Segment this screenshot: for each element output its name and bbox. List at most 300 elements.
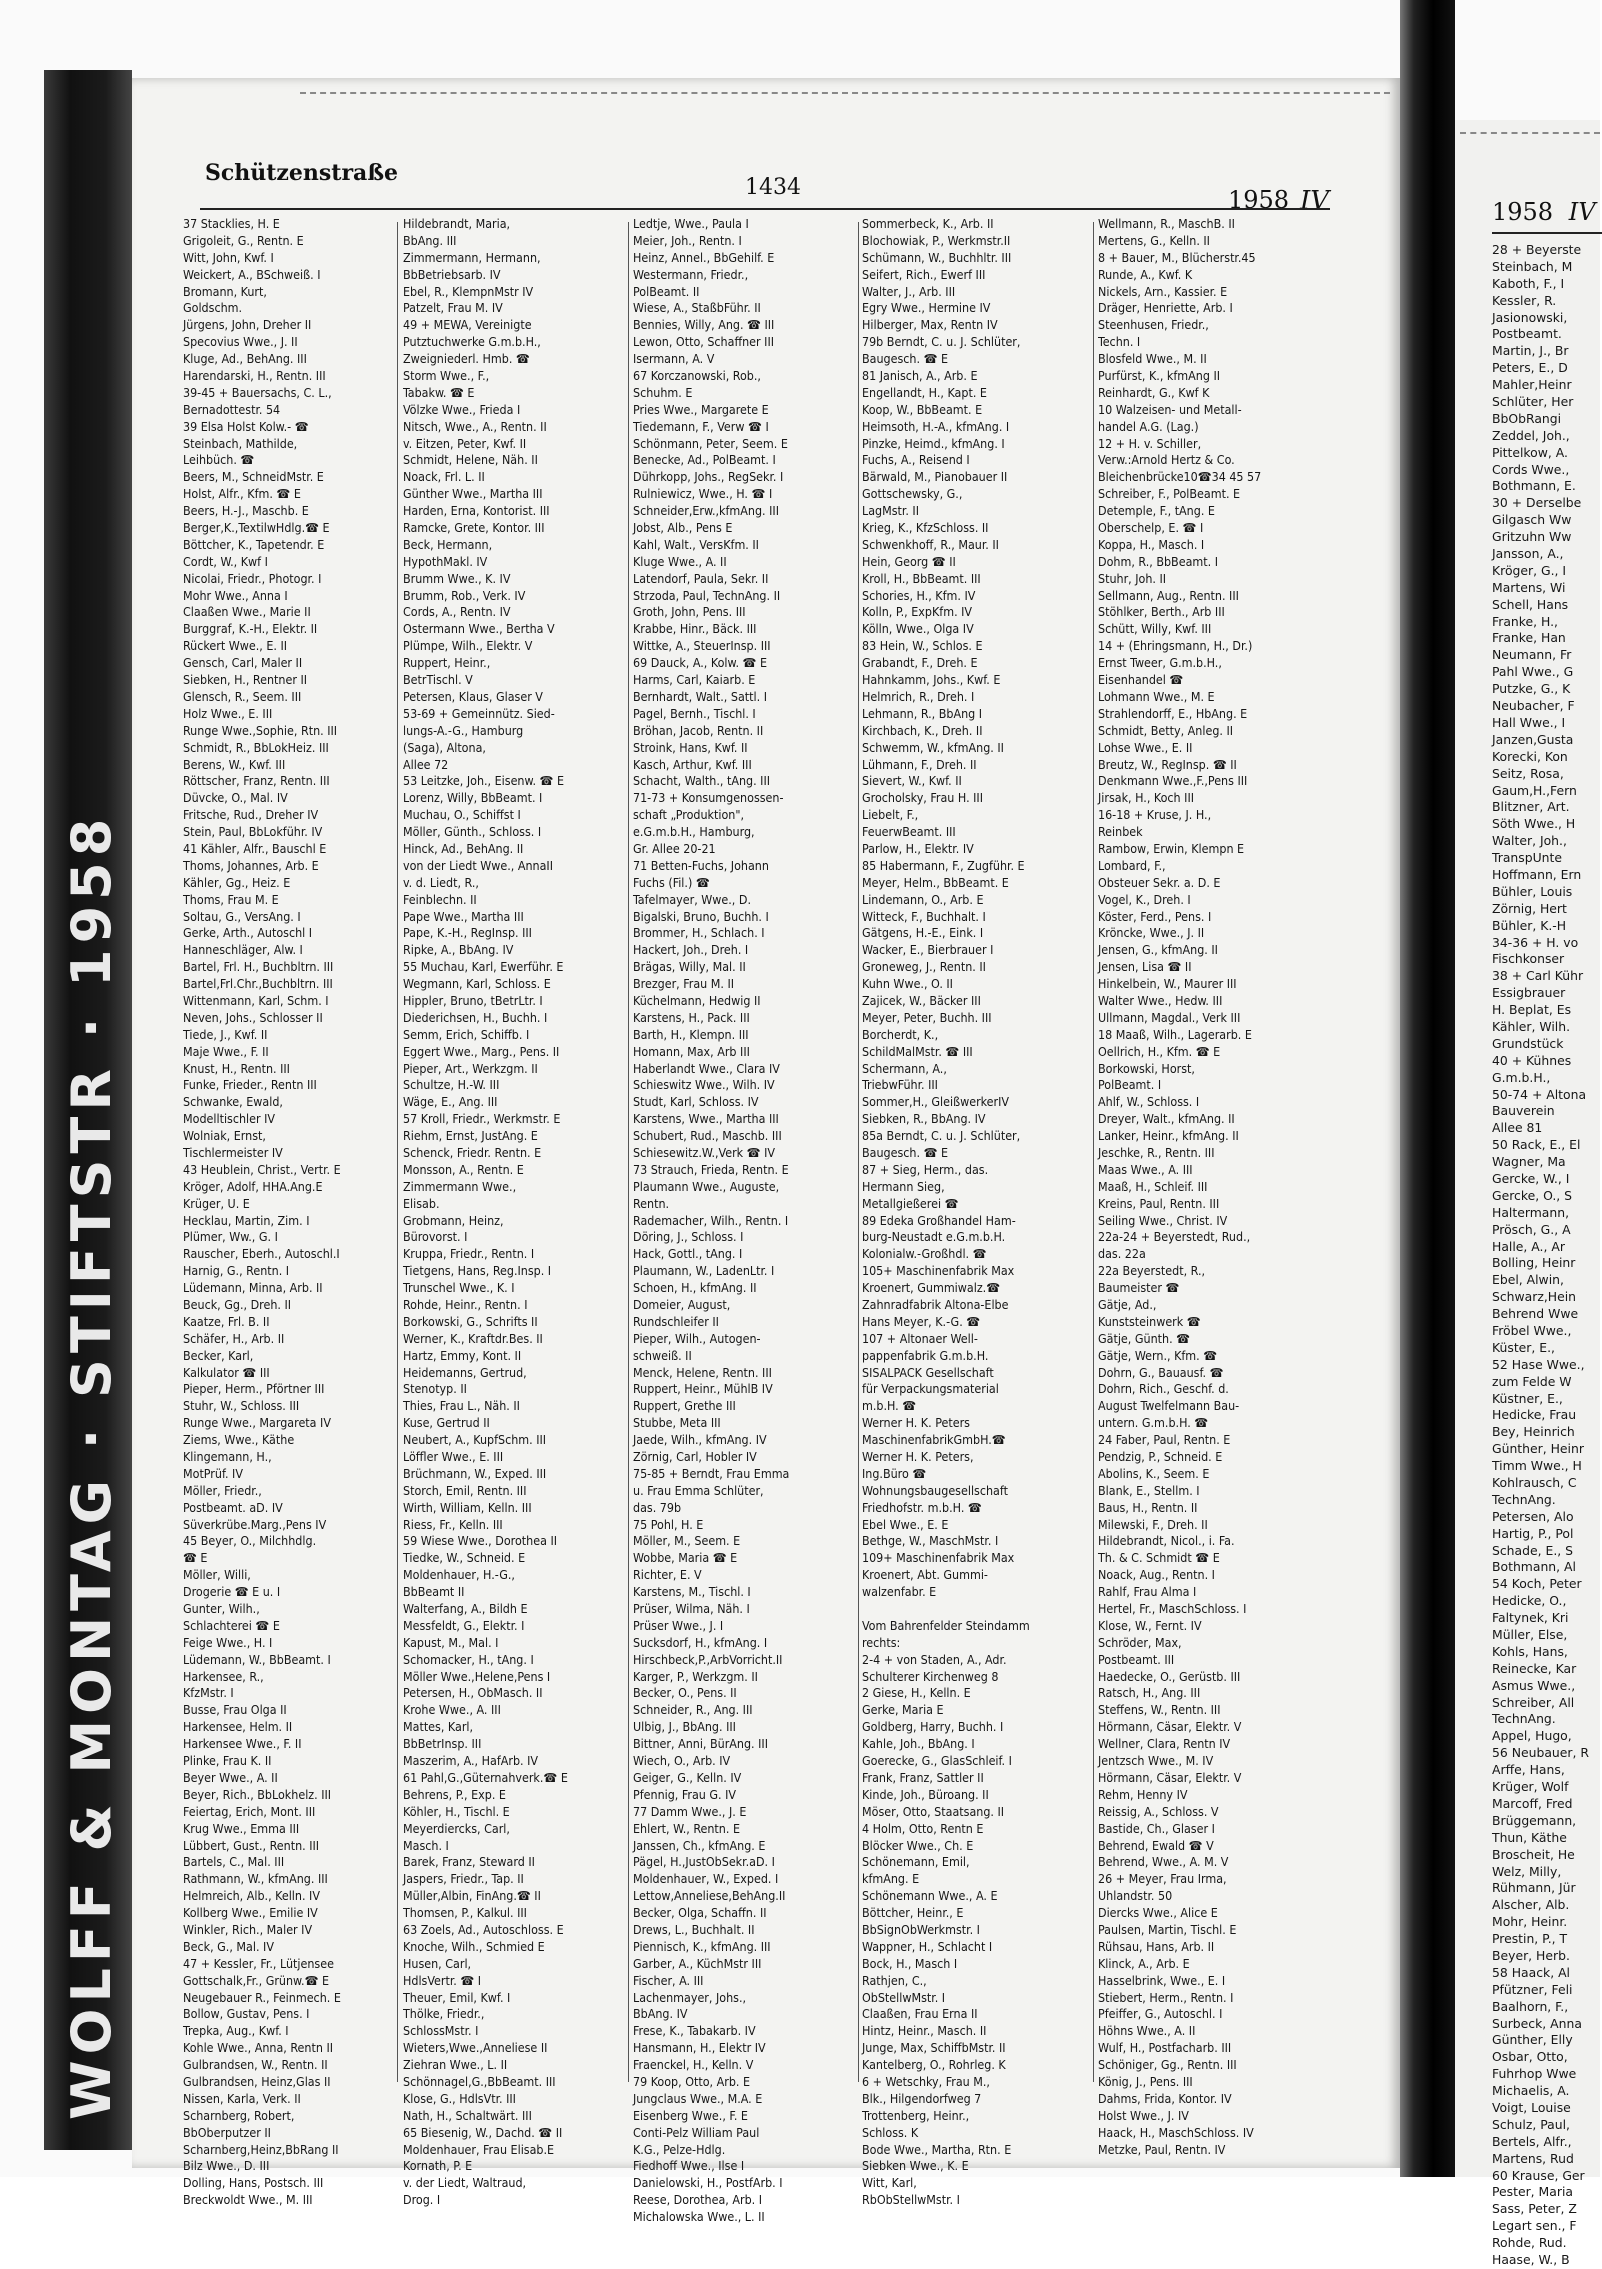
directory-entry: Funke, Frieder., Rentn III — [183, 1077, 317, 1093]
directory-entry: Beyer Wwe., A. II — [183, 1769, 278, 1785]
next-page-entry: Allee 81 — [1492, 1120, 1543, 1136]
directory-entry: Rambow, Erwin, Klempn E — [1098, 840, 1245, 856]
directory-entry: Zimmermann, Hermann, — [403, 249, 541, 265]
directory-entry: Bromann, Kurt, — [183, 283, 267, 299]
directory-entry: Storch, Emil, Rentn. III — [403, 1482, 527, 1498]
next-page-entry: 56 Neubauer, R — [1492, 1745, 1589, 1761]
directory-entry: Kroll, H., BbBeamt. III — [862, 570, 981, 586]
directory-entry: Bernhardt, Walt., Sattl. I — [633, 688, 767, 704]
directory-column-5 — [1098, 216, 1330, 2157]
next-page-entry: Asmus Wwe., — [1492, 1677, 1576, 1693]
directory-entry: Koppa, H., Masch. I — [1098, 536, 1205, 552]
directory-entry: Stubbe, Meta III — [633, 1415, 721, 1431]
directory-entry: Knust, H., Rentn. III — [183, 1060, 290, 1076]
directory-entry: Fritsche, Rud., Dreher IV — [183, 807, 319, 823]
next-page-entry: Marcoff, Fred — [1492, 1795, 1573, 1811]
directory-entry: Meier, Joh., Rentn. I — [633, 232, 742, 248]
directory-entry: Hans Meyer, K.-G. ☎ — [862, 1313, 981, 1329]
directory-entry: Tafelmayer, Wwe., D. — [633, 891, 752, 907]
next-page-entry: Martin, J., Br — [1492, 343, 1569, 359]
directory-entry: Husen, Carl, — [403, 1955, 472, 1971]
directory-entry: Hermann Sieg, — [862, 1178, 945, 1194]
directory-entry: Trottenberg, Heinr., — [862, 2107, 970, 2123]
directory-entry: Stein, Paul, BbLokführ. IV — [183, 824, 323, 840]
directory-entry: Jaede, Wilh., kfmAng. IV — [633, 1432, 767, 1448]
directory-entry: Lohse Wwe., E. II — [1098, 739, 1193, 755]
directory-entry: Jaspers, Friedr., Tap. II — [403, 1871, 524, 1887]
directory-entry: Harkensee, Helm. II — [183, 1719, 293, 1735]
directory-entry: Hack, Gottl., tAng. I — [633, 1246, 743, 1262]
column-divider — [1093, 222, 1094, 2082]
directory-entry: Frank, Franz, Sattler II — [862, 1769, 984, 1785]
directory-entry: 75 Pohl, H. E — [633, 1516, 704, 1532]
directory-entry: Pries Wwe., Margarete E — [633, 401, 769, 417]
directory-entry: Gr. Allee 20-21 — [633, 840, 716, 856]
directory-entry: Moldenhauer, W., Exped. I — [633, 1871, 779, 1887]
directory-entry: Dohrn, Rich., Geschf. d. — [1098, 1381, 1229, 1397]
directory-entry: 83 Hein, W., Schlos. E — [862, 638, 983, 654]
directory-entry: Ernst Tweer, G.m.b.H., — [1098, 655, 1222, 671]
directory-entry: Kähler, Gg., Heiz. E — [183, 874, 291, 890]
directory-entry: 81 Janisch, A., Arb. E — [862, 368, 978, 384]
directory-entry: (Saga), Altona, — [403, 739, 486, 755]
directory-entry: Jeschke, R., Rentn. III — [1098, 1144, 1215, 1160]
directory-entry: Pendzig, P., Schneid. E — [1098, 1449, 1223, 1465]
directory-entry: Zörnig, Carl, Hobler IV — [633, 1449, 757, 1465]
directory-entry: Garber, A., KüchMstr III — [633, 1955, 762, 1971]
directory-entry: Klose, G., HdlsVtr. III — [403, 2090, 516, 2106]
directory-entry: Petersen, H., ObMasch. II — [403, 1685, 543, 1701]
next-page-entry: Gritzuhn Ww — [1492, 529, 1572, 545]
next-page-entry: Franke, Han — [1492, 630, 1566, 646]
next-page-entry: Janzen,Gusta — [1492, 731, 1574, 747]
directory-column-1 — [183, 216, 405, 2208]
directory-entry: Feige Wwe., H. I — [183, 1634, 273, 1650]
directory-entry: Reese, Dorothea, Arb. I — [633, 2192, 763, 2208]
column-divider — [858, 222, 859, 2082]
directory-entry: Liebelt, F., — [862, 807, 919, 823]
directory-entry: Ruppert, Heinr., — [403, 655, 491, 671]
directory-entry: Stroink, Hans, Kwf. II — [633, 739, 748, 755]
next-page-header — [1492, 198, 1596, 226]
directory-entry: Kinde, Joh., Büroang. II — [862, 1786, 989, 1802]
directory-entry: Krabbe, Hinr., Bäck. III — [633, 621, 757, 637]
directory-entry: Küchelmann, Hedwig II — [633, 992, 761, 1008]
directory-entry: Geiger, G., Kelln. IV — [633, 1769, 742, 1785]
directory-entry: Schwanke, Ewald, — [183, 1094, 283, 1110]
next-page-entry: Thun, Käthe — [1492, 1829, 1567, 1845]
directory-entry: Wellner, Clara, Rentn IV — [1098, 1736, 1231, 1752]
directory-entry: Fuchs, A., Reisend I — [862, 452, 970, 468]
directory-entry: Gottschewsky, G., — [862, 486, 963, 502]
directory-entry: Lindemann, O., Arb. E — [862, 891, 984, 907]
directory-entry: Schöniger, Gg., Rentn. III — [1098, 2057, 1237, 2073]
next-page-entry: Faltynek, Kri — [1492, 1610, 1569, 1626]
directory-entry: SISALPACK Gesellschaft — [862, 1364, 994, 1380]
directory-entry: BbOberputzer II — [183, 2124, 271, 2140]
directory-entry: Schmidt, R., BbLokHeiz. III — [183, 739, 329, 755]
next-page-entry: Schlüter, Her — [1492, 394, 1574, 410]
directory-entry: Bollow, Gustav, Pens. I — [183, 2006, 310, 2022]
directory-entry: Busse, Frau Olga II — [183, 1702, 287, 1718]
directory-entry: Gerke, Maria E — [862, 1702, 944, 1718]
directory-entry: Schröder, Max, — [1098, 1634, 1182, 1650]
next-page-entry: Pahl Wwe., G — [1492, 664, 1574, 680]
directory-entry: Jungclaus Wwe., M.A. E — [633, 2090, 763, 2106]
directory-entry: Nath, H., Schaltwärt. III — [403, 2107, 532, 2123]
directory-entry: Diederichsen, H., Buchh. I — [403, 1009, 548, 1025]
directory-entry: rechts: — [862, 1634, 901, 1650]
directory-entry: Sommer,H., GleißwerkerIV — [862, 1094, 1010, 1110]
directory-entry: Ramcke, Grete, Kontor. III — [403, 520, 545, 536]
next-page-entry: Cords Wwe., — [1492, 461, 1570, 477]
directory-entry: Beers, H.-J., Maschb. E — [183, 503, 309, 519]
next-page-entry: Jasionowski, — [1492, 309, 1568, 325]
directory-entry: 63 Zoels, Ad., Autoschloss. E — [403, 1921, 564, 1937]
directory-entry: Kruppa, Friedr., Rentn. I — [403, 1246, 535, 1262]
directory-entry: Jentzsch Wwe., M. IV — [1098, 1753, 1214, 1769]
directory-entry: 8 + Bauer, M., Blücherstr.45 — [1098, 249, 1256, 265]
directory-entry: Dräger, Henriette, Arb. I — [1098, 300, 1233, 316]
directory-entry: Kluge Wwe., A. II — [633, 553, 727, 569]
directory-entry: Beers, M., SchneidMstr. E — [183, 469, 324, 485]
directory-entry: Pape Wwe., Martha III — [403, 908, 524, 924]
next-page-entry: Kähler, Wilh. — [1492, 1018, 1571, 1034]
directory-entry: Gätje, Wern., Kfm. ☎ — [1098, 1347, 1218, 1363]
directory-entry: Gulbrandsen, W., Rentn. II — [183, 2057, 328, 2073]
directory-entry: Bernadottestr. 54 — [183, 401, 281, 417]
directory-entry: Thies, Frau L., Näh. II — [403, 1398, 520, 1414]
directory-entry: Hartz, Emmy, Kont. II — [403, 1347, 522, 1363]
directory-entry: 37 Stacklies, H. E — [183, 216, 280, 231]
directory-entry: Ahlf, W., Schloss. I — [1098, 1094, 1200, 1110]
directory-entry: Helmrich, R., Dreh. I — [862, 688, 975, 704]
directory-entry: Hirschbeck,P.,ArbVorricht.II — [633, 1651, 783, 1667]
directory-entry: Schories, H., Kfm. IV — [862, 587, 976, 603]
directory-entry: Barth, H., Klempn. III — [633, 1026, 749, 1042]
directory-entry: Seiling Wwe., Christ. IV — [1098, 1212, 1228, 1228]
directory-entry: Frese, K., Tabakarb. IV — [633, 2023, 756, 2039]
directory-entry: Krieg, K., KfzSchloss. II — [862, 520, 989, 536]
directory-entry: Berger,K.,TextilwHdlg.☎ E — [183, 520, 330, 536]
next-page-entry: Bothmann, E. — [1492, 478, 1576, 494]
directory-entry: Klinck, A., Arb. E — [1098, 1955, 1190, 1971]
directory-entry: Schermann, A., — [862, 1060, 947, 1076]
directory-entry: Schönemann, Emil, — [862, 1854, 970, 1870]
next-page-entry: Bertels, Alfr., — [1492, 2133, 1572, 2149]
directory-entry: Kolln, P., ExpKfm. IV — [862, 604, 973, 620]
directory-entry — [862, 1601, 1094, 1618]
directory-entry: Neven, Johs., Schlosser II — [183, 1009, 323, 1025]
directory-entry: 55 Muchau, Karl, Ewerführ. E — [403, 959, 564, 975]
directory-entry: Kapust, M., Mal. I — [403, 1634, 499, 1650]
directory-entry: Pfennig, Frau G. IV — [633, 1786, 737, 1802]
directory-entry: Drews, L., Buchhalt. II — [633, 1921, 755, 1937]
next-page-entry: Martens, Rud — [1492, 2150, 1574, 2166]
directory-entry: Nitsch, Wwe., A., Rentn. II — [403, 418, 547, 434]
directory-entry: Karstens, Wwe., Martha III — [633, 1111, 779, 1127]
directory-entry: BbBeamt II — [403, 1584, 465, 1600]
directory-entry: Bröhan, Jacob, Rentn. II — [633, 722, 764, 738]
next-page-year: 1958 — [1492, 198, 1554, 226]
directory-entry: 10 Walzeisen- und Metall- — [1098, 401, 1242, 417]
directory-entry: Kreins, Paul, Rentn. III — [1098, 1195, 1220, 1211]
next-page-entry: Fröbel Wwe., — [1492, 1323, 1572, 1338]
next-page-entry: Zeddel, Joh., — [1492, 427, 1570, 443]
directory-entry: Dührkopp, Johs., RegSekr. I — [633, 469, 784, 485]
directory-entry: Ziehran Wwe., L. II — [403, 2057, 508, 2073]
directory-entry: 2-4 + von Staden, A., Adr. — [862, 1651, 1007, 1667]
directory-entry: Holz Wwe., E. III — [183, 705, 273, 721]
directory-entry: Karstens, H., Pack. III — [633, 1009, 750, 1025]
directory-entry: Döring, J., Schloss. I — [633, 1229, 744, 1245]
directory-entry: Pfeiffer, G., Autoschl. I — [1098, 2006, 1223, 2022]
next-page-entry: Timm Wwe., H — [1492, 1458, 1582, 1474]
directory-entry: Th. & C. Schmidt ☎ E — [1098, 1550, 1220, 1566]
directory-entry: Rulniewicz, Wwe., H. ☎ I — [633, 486, 773, 502]
directory-entry: Danielowski, H., PostfArb. I — [633, 2175, 783, 2191]
directory-entry: Tiede, J., Kwf. II — [183, 1026, 268, 1042]
next-page-entry: 38 + Carl Kühr — [1492, 968, 1584, 984]
directory-entry: Techn. I — [1098, 334, 1141, 350]
directory-entry: Wiech, O., Arb. IV — [633, 1753, 731, 1769]
directory-entry: Rathmann, W., kfmAng. III — [183, 1871, 328, 1887]
next-page-entry: Günther, Elly — [1492, 2032, 1573, 2048]
directory-entry: 39 Elsa Holst Kolw.- ☎ — [183, 418, 309, 434]
directory-entry: Tabakw. ☎ E — [403, 384, 475, 400]
directory-entry: Ebel, R., KlempnMstr IV — [403, 283, 534, 299]
next-page-entry: Schade, E., S — [1492, 1542, 1573, 1558]
next-page-entry: Prösch, G., A — [1492, 1221, 1571, 1237]
directory-entry: 65 Biesenig, W., Dachd. ☎ II — [403, 2124, 563, 2140]
directory-entry: Wieters,Wwe.,Anneliese II — [403, 2040, 548, 2056]
directory-entry: Bürovorst. I — [403, 1229, 468, 1245]
directory-entry: Bleichenbrücke10☎34 45 57 — [1098, 469, 1262, 485]
next-page-entry: Rühmann, Jür — [1492, 1880, 1576, 1896]
directory-entry: Lübbert, Gust., Rentn. III — [183, 1837, 320, 1853]
directory-entry: Schultze, H.-W. III — [403, 1077, 500, 1093]
next-page-entry: Steinbach, M — [1492, 258, 1573, 274]
directory-entry: Werner H. K. Peters — [862, 1415, 970, 1431]
directory-entry: Metallgießerei ☎ — [862, 1195, 959, 1211]
directory-entry: Drog. I — [403, 2192, 441, 2208]
directory-entry: Ebel Wwe., E. E — [862, 1516, 949, 1532]
directory-entry: Studt, Karl, Schloss. IV — [633, 1094, 759, 1110]
directory-entry: Blosfeld Wwe., M. II — [1098, 351, 1207, 367]
directory-entry: Wappner, H., Schlacht I — [862, 1938, 993, 1954]
directory-entry: Kahle, Joh., BbAng. I — [862, 1736, 975, 1752]
directory-entry: BbAng. III — [403, 232, 457, 248]
next-page-entry: G.m.b.H., — [1492, 1069, 1551, 1085]
directory-entry: Koop, W., BbBeamt. E — [862, 401, 983, 417]
directory-entry: Rathjen, C., — [862, 1972, 927, 1988]
directory-entry: 43 Heublein, Christ., Vertr. E — [183, 1161, 341, 1177]
directory-entry: 79 Koop, Otto, Arb. E — [633, 2073, 751, 2089]
directory-entry: Isermann, A. V — [633, 351, 715, 367]
column-divider — [628, 222, 629, 2082]
next-page-column — [1492, 242, 1602, 2267]
next-page-entry: Voigt, Louise — [1492, 2099, 1571, 2115]
directory-entry: Breutz, W., RegInsp. ☎ II — [1098, 756, 1237, 772]
next-page-entry: Kohlrausch, C — [1492, 1475, 1577, 1491]
directory-entry: Masch. I — [403, 1837, 449, 1853]
next-page-entry: 50 Rack, E., El — [1492, 1137, 1581, 1153]
directory-entry: Dreyer, Walt., kfmAng. II — [1098, 1111, 1235, 1127]
directory-entry: Heinz, Annel., BbGehilf. E — [633, 249, 775, 265]
directory-entry: Verw.:Arnold Hertz & Co. — [1098, 452, 1235, 468]
directory-entry: Grocholsky, Frau H. III — [862, 790, 984, 806]
directory-entry: Schwemm, W., kfmAng. II — [862, 739, 1004, 755]
directory-entry: Dolling, Hans, Postsch. III — [183, 2175, 324, 2191]
next-page-entry: Haase, W., B — [1492, 2251, 1570, 2267]
directory-entry: Milewski, F., Dreh. II — [1098, 1516, 1208, 1532]
directory-entry: König, J., Pens. III — [1098, 2073, 1193, 2089]
directory-entry: Egry Wwe., Hermine IV — [862, 300, 991, 316]
directory-entry: Borkowski, Horst, — [1098, 1060, 1195, 1076]
directory-entry: Kaatze, Frl. B. II — [183, 1313, 270, 1329]
directory-entry: 6 + Wetschky, Frau M., — [862, 2073, 990, 2089]
directory-entry: walzenfabr. E — [862, 1584, 937, 1600]
directory-entry: Lanker, Heinr., kfmAng. II — [1098, 1128, 1239, 1144]
next-page-entry: Martens, Wi — [1492, 579, 1566, 595]
directory-entry: Kasch, Arthur, Kwf. III — [633, 756, 752, 772]
directory-entry: Uhlandstr. 50 — [1098, 1888, 1173, 1904]
next-page-entry: Neubacher, F — [1492, 698, 1575, 714]
directory-entry: Sucksdorf, H., kfmAng. I — [633, 1634, 768, 1650]
directory-entry: Runde, A., Kwf. K — [1098, 266, 1193, 282]
directory-entry: Karstens, M., Tischl. I — [633, 1584, 751, 1600]
directory-entry: Kuhn Wwe., O. II — [862, 976, 953, 992]
directory-entry: Kluge, Ad., BehAng. III — [183, 351, 307, 367]
directory-entry: Möller Wwe.,Helene,Pens I — [403, 1668, 551, 1684]
directory-entry: Soltau, G., VersAng. I — [183, 908, 301, 924]
next-page-entry: Gilgasch Ww — [1492, 512, 1572, 528]
directory-entry: Kölln, Wwe., Olga IV — [862, 621, 974, 637]
directory-entry: Goldberg, Harry, Buchh. I — [862, 1719, 1004, 1735]
directory-entry: Groth, John, Pens. III — [633, 604, 746, 620]
directory-entry: Völzke Wwe., Frieda I — [403, 401, 521, 417]
next-page-entry: Schell, Hans — [1492, 596, 1569, 612]
directory-entry: Lühmann, F., Dreh. II — [862, 756, 977, 772]
directory-entry: ObStellwMstr. I — [862, 1989, 946, 2005]
directory-entry: Beck, G., Mal. IV — [183, 1938, 274, 1954]
directory-entry: Vom Bahrenfelder Steindamm — [862, 1617, 1030, 1633]
directory-entry: Bennies, Willy, Ang. ☎ III — [633, 317, 775, 333]
volume-label: IV — [1300, 186, 1330, 216]
next-page-entry: Reinecke, Kar — [1492, 1660, 1577, 1676]
next-page-entry: Legart sen., F — [1492, 2218, 1577, 2234]
next-page-entry: Alscher, Alb. — [1492, 1897, 1570, 1913]
directory-entry: Möller, Günth., Schloss. I — [403, 824, 542, 840]
directory-entry: 79b Berndt, C. u. J. Schlüter, — [862, 334, 1021, 350]
directory-entry: Witteck, F., Buchhalt. I — [862, 908, 986, 924]
directory-entry: Maas Wwe., A. III — [1098, 1161, 1193, 1177]
directory-entry: Richter, E. V — [633, 1567, 702, 1583]
directory-entry: Maaß, H., Schleif. III — [1098, 1178, 1208, 1194]
directory-entry: Schäfer, H., Arb. II — [183, 1330, 285, 1346]
directory-entry: Winkler, Rich., Maler IV — [183, 1921, 313, 1937]
directory-entry: FeuerwBeamt. III — [862, 824, 956, 840]
directory-entry: 109+ Maschinenfabrik Max — [862, 1550, 1015, 1566]
next-page-entry: Neumann, Fr — [1492, 647, 1572, 663]
directory-entry: 16-18 + Kruse, J. H., — [1098, 807, 1212, 823]
next-page-entry: Osbar, Otto, — [1492, 2049, 1568, 2065]
directory-entry: Grigoleit, G., Rentn. E — [183, 232, 304, 248]
directory-entry: Krug Wwe., Emma III — [183, 1820, 300, 1836]
directory-entry: Plaumann Wwe., Auguste, — [633, 1178, 780, 1194]
directory-entry: Kalkulator ☎ III — [183, 1364, 270, 1380]
directory-entry: MaschinenfabrikGmbH.☎ — [862, 1432, 1006, 1448]
directory-entry: Jirsak, H., Koch III — [1098, 790, 1195, 806]
directory-entry: Trunschel Wwe., K. I — [403, 1280, 515, 1296]
next-page-entry: Baalhorn, F., — [1492, 1998, 1569, 2014]
directory-entry: Zahnradfabrik Altona-Elbe — [862, 1297, 1009, 1312]
next-page-entry: Hoffmann, Ern — [1492, 866, 1582, 882]
directory-entry: Goerecke, G., GlasSchleif. I — [862, 1753, 1012, 1769]
book-gutter — [1400, 0, 1455, 2177]
directory-entry: Schütt, Willy, Kwf. III — [1098, 621, 1212, 637]
directory-entry: 89 Edeka Großhandel Ham- — [862, 1212, 1016, 1228]
directory-entry: ☎ E — [183, 1550, 208, 1566]
directory-entry: Schieswitz Wwe., Wilh. IV — [633, 1077, 775, 1093]
directory-entry: BbSignObWerkmstr. I — [862, 1921, 980, 1937]
directory-entry: Borcherdt, K., — [862, 1026, 939, 1042]
directory-entry: Wobbe, Maria ☎ E — [633, 1550, 738, 1566]
directory-entry: Kröger, Adolf, HHA.Ang.E — [183, 1178, 323, 1194]
directory-entry: Runge Wwe.,Sophie, Rtn. III — [183, 722, 338, 738]
directory-entry: Hanneschläger, Alw. I — [183, 942, 303, 958]
directory-entry: Baugesch. ☎ E — [862, 351, 949, 367]
next-page-entry: Küstner, E., — [1492, 1390, 1563, 1406]
directory-entry: Scharnberg,Heinz,BbRang II — [183, 2141, 339, 2157]
directory-entry: untern. G.m.b.H. ☎ — [1098, 1415, 1209, 1431]
directory-entry: Zweigniederl. Hmb. ☎ — [403, 351, 530, 367]
directory-entry: Rauscher, Eberh., Autoschl.I — [183, 1246, 340, 1262]
directory-entry: Grobmann, Heinz, — [403, 1212, 504, 1228]
directory-entry: 85 Habermann, F., Zugführ. E — [862, 857, 1025, 873]
next-page-entry: Gercke, O., S — [1492, 1187, 1573, 1203]
directory-entry: Steenhusen, Friedr., — [1098, 317, 1209, 333]
directory-entry: Kolonialw.-Großhdl. ☎ — [862, 1246, 987, 1262]
directory-entry: Heimsoth, H.-A., kfmAng. I — [862, 418, 1010, 434]
directory-entry: Goldschm. — [183, 300, 243, 316]
directory-column-3 — [633, 216, 860, 2225]
directory-entry: Stiebert, Herm., Rentn. I — [1098, 1989, 1234, 2005]
directory-entry: Fiedhoff Wwe., Ilse I — [633, 2158, 745, 2174]
directory-entry: Maje Wwe., F. II — [183, 1043, 269, 1059]
directory-entry: Noack, Frl. L. II — [403, 469, 485, 485]
next-page-entry: BbObRangi — [1492, 410, 1562, 426]
directory-entry: Werner H. K. Peters, — [862, 1449, 974, 1465]
directory-entry: Plaumann, W., LadenLtr. I — [633, 1263, 775, 1279]
directory-entry: Reinhardt, G., Kwf K — [1098, 384, 1210, 400]
directory-entry: Baumeister ☎ — [1098, 1280, 1180, 1296]
directory-entry: Lüdemann, Minna, Arb. II — [183, 1280, 323, 1296]
directory-entry: Hilberger, Max, Rentn IV — [862, 317, 998, 333]
next-page-entry: Schwarz,Hein — [1492, 1289, 1577, 1305]
directory-entry: Röttscher, Franz, Rentn. III — [183, 773, 330, 789]
next-page-entry: Bauverein — [1492, 1103, 1555, 1119]
directory-entry: 69 Dauck, A., Kolw. ☎ E — [633, 655, 768, 671]
directory-entry: 26 + Meyer, Frau Irma, — [1098, 1871, 1227, 1887]
directory-entry: Purfürst, K., kfmAng II — [1098, 368, 1221, 384]
directory-entry: 41 Kähler, Alfr., Bauschl E — [183, 840, 327, 856]
directory-entry: Weickert, A., BSchweiß. I — [183, 266, 321, 282]
directory-entry: Prüser Wwe., J. I — [633, 1617, 724, 1633]
directory-entry: Becker, O., Pens. II — [633, 1685, 737, 1701]
directory-entry: Brezger, Frau M. II — [633, 976, 735, 992]
directory-entry: Brumm, Rob., Verk. IV — [403, 587, 526, 603]
